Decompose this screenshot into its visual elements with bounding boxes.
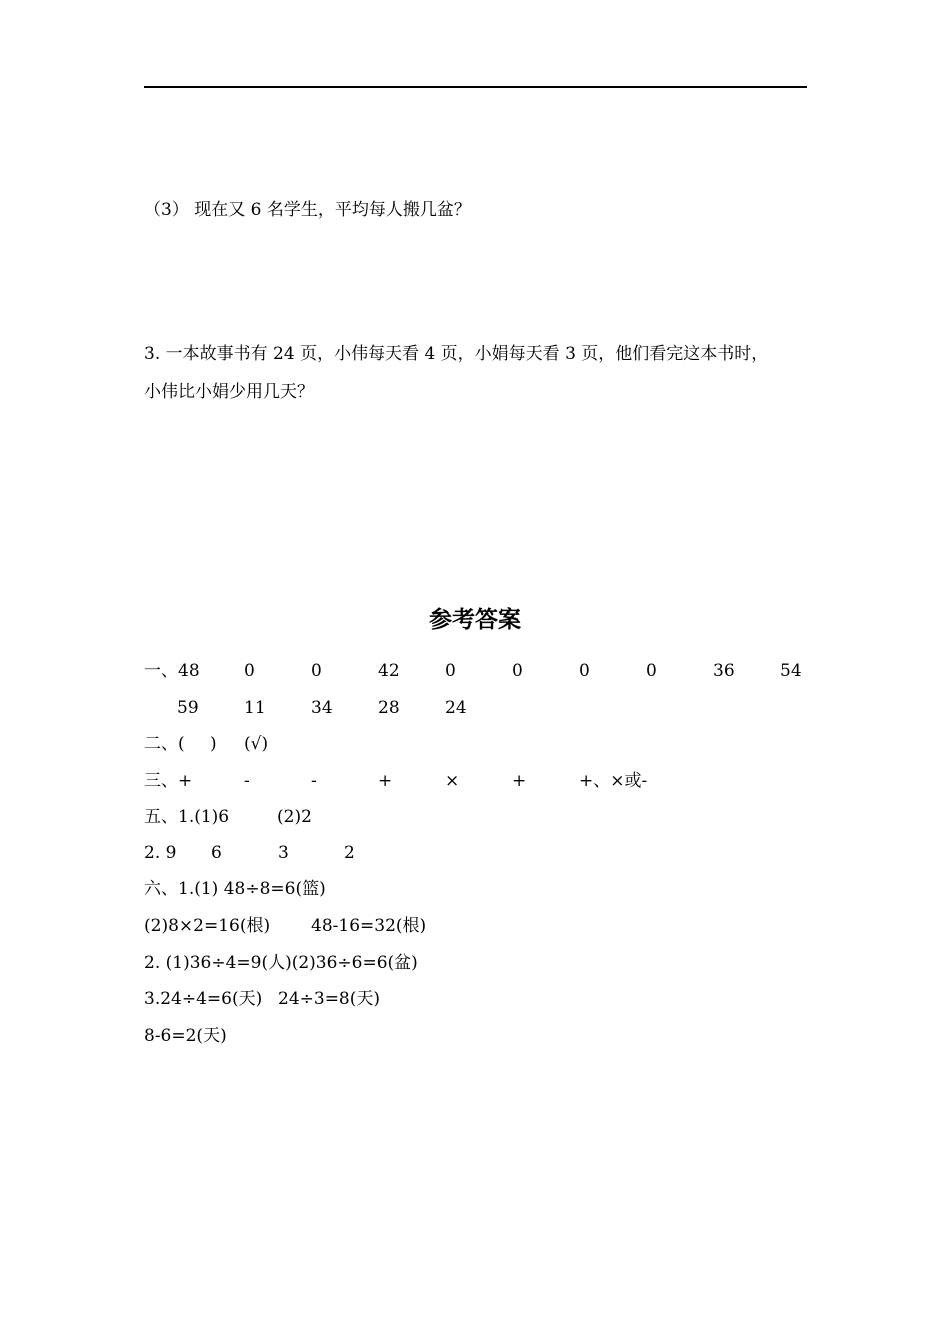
answer-cell: 54 [780, 661, 802, 681]
answer-section-6-line-3: 2. (1)36÷4=9(人)(2)36÷6=6(盆) [144, 953, 418, 973]
answer-cell: - [244, 771, 250, 791]
answer-cell: 42 [378, 661, 400, 681]
answer-cell: 28 [378, 698, 400, 718]
header-rule [144, 86, 807, 88]
answer-cell: - [311, 771, 317, 791]
answer-cell: 三、+ [144, 771, 193, 791]
answer-cell: (√) [244, 734, 269, 754]
answer-cell: 0 [244, 661, 255, 681]
answer-cell: 59 [177, 698, 199, 718]
answer-cell: 0 [579, 661, 590, 681]
answer-cell: 6 [211, 843, 222, 863]
answer-cell: 34 [311, 698, 333, 718]
answer-cell: (2)8×2=16(根) [144, 916, 271, 936]
answer-cell: 48-16=32(根) [311, 916, 427, 936]
answer-cell: + [512, 771, 527, 791]
answer-cell: 3.24÷4=6(天) [144, 989, 263, 1009]
answer-cell: 二、( [144, 734, 185, 754]
answer-cell: 0 [646, 661, 657, 681]
answer-cell: 36 [713, 661, 735, 681]
answer-cell: + [378, 771, 393, 791]
answer-cell: +、×或- [579, 771, 648, 791]
answers-title: 参考答案 [429, 607, 521, 633]
answer-cell: (2)2 [277, 807, 312, 827]
answer-cell: 11 [244, 698, 266, 718]
answer-cell: 24÷3=8(天) [278, 989, 381, 1009]
answer-cell: ) [210, 734, 217, 754]
answer-cell: 3 [278, 843, 289, 863]
answer-cell: 一、48 [144, 661, 200, 681]
answer-cell: 0 [311, 661, 322, 681]
answer-cell: 2 [344, 843, 355, 863]
answer-cell: 0 [445, 661, 456, 681]
answer-section-6-line-1: 六、1.(1) 48÷8=6(篮) [144, 879, 326, 899]
answer-cell: × [445, 771, 460, 791]
answer-cell: 五、1.(1)6 [144, 807, 230, 827]
answer-cell: 24 [445, 698, 467, 718]
answer-section-6-line-5: 8-6=2(天) [144, 1026, 227, 1046]
question-3-line-2: 小伟比小娟少用几天？ [144, 382, 314, 402]
answer-cell: 2. 9 [144, 843, 177, 863]
question-3-line-1: 3. 一本故事书有 24 页，小伟每天看 4 页，小娟每天看 3 页，他们看完这本书时， [144, 344, 769, 364]
answer-cell: 0 [512, 661, 523, 681]
question-3-sub: （3） 现在又 6 名学生，平均每人搬几盆？ [144, 200, 471, 220]
